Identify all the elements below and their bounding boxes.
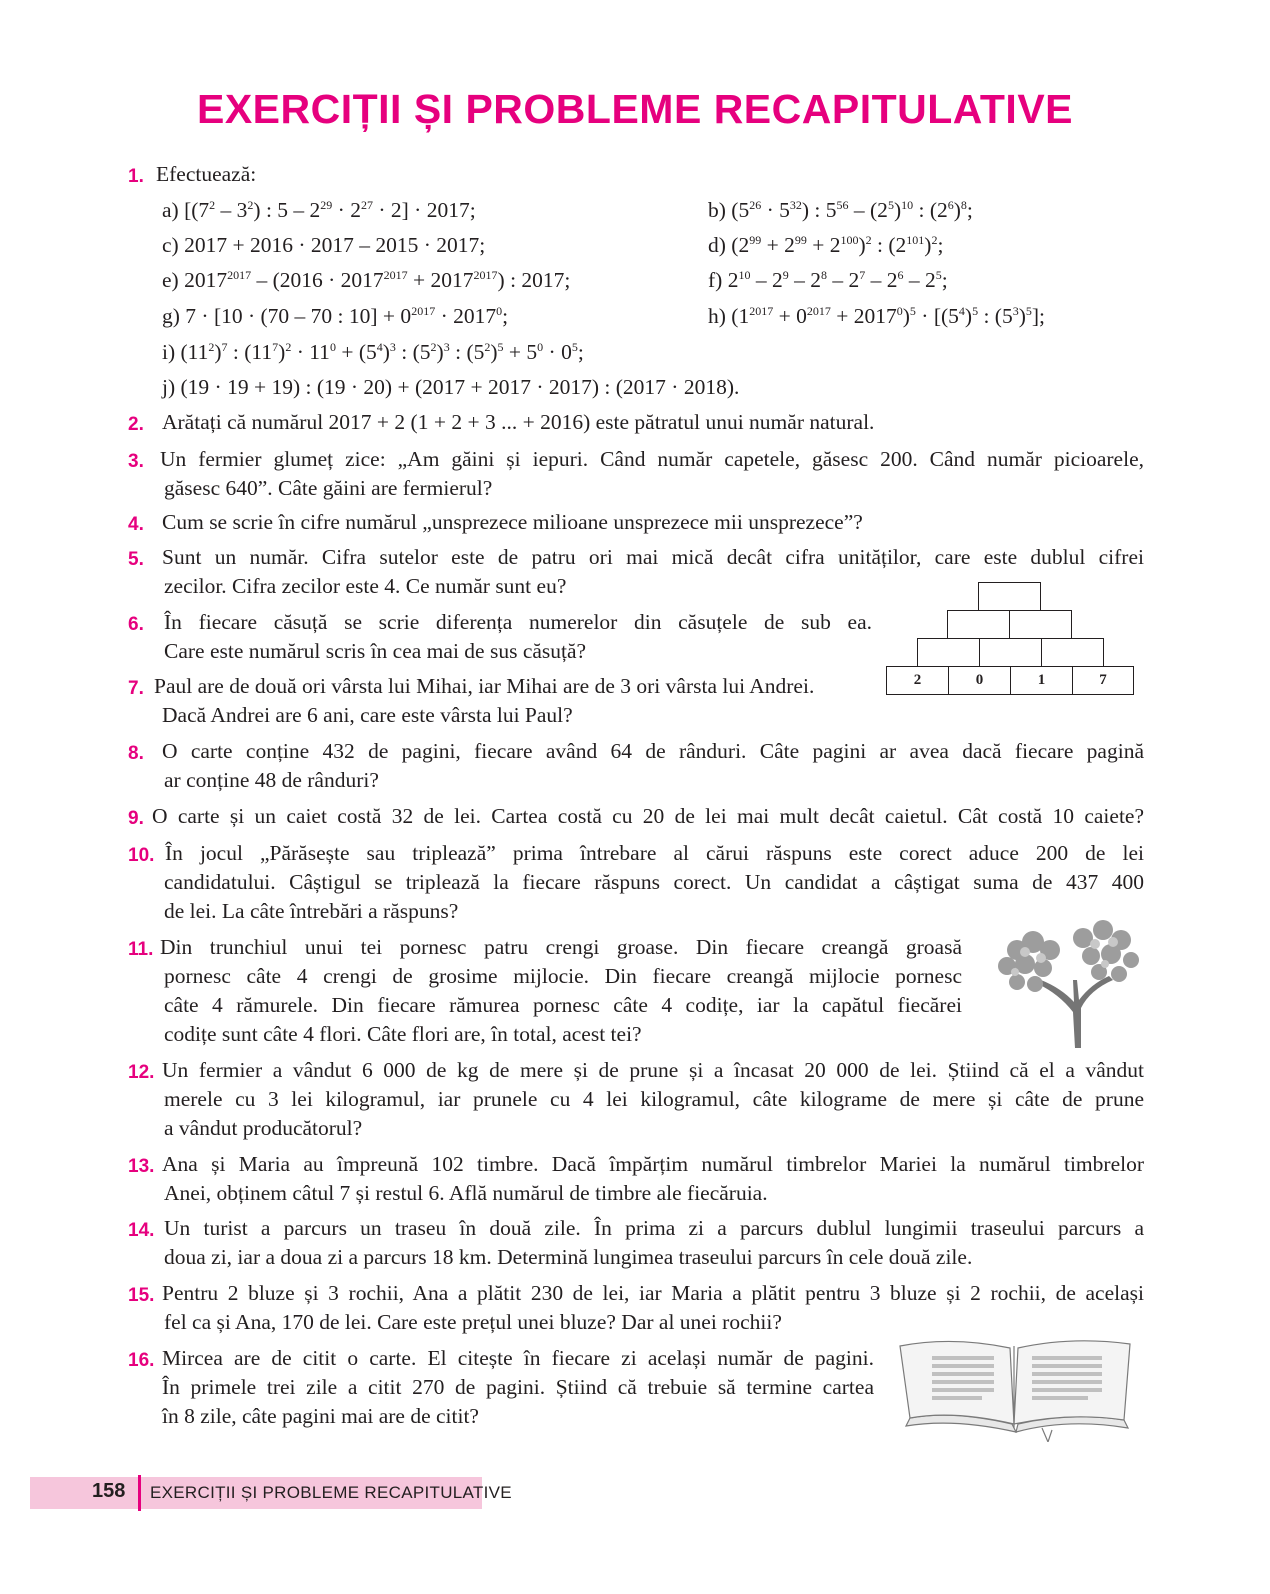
exercise-number: 2. [128,414,144,435]
exercise-11-line-1: Din trunchiul unui tei pornesc patru crengi groase. Din fiecare creangă groasă [160,935,962,959]
exercise-11-line-2: pornesc câte 4 crengi de grosime mijlocie. Din fiecare creangă mijlocie pornesc [164,964,962,988]
open-book-illustration [892,1332,1142,1442]
exercise-7-line-1: Paul are de două ori vârsta lui Mihai, iar Mihai are de 3 ori vârsta lui Andrei. [154,674,815,698]
exercise-9-text: O carte și un caiet costă 32 de lei. Cartea costă cu 20 de lei mai mult decât caietul. Cât costă 10 caiete? [152,804,1144,828]
exercise-16-line-1: Mircea are de citit o carte. El citește în fiecare zi același număr de pagini. [162,1346,874,1370]
exercise-number: 13. [128,1156,155,1177]
exercise-10-line-3: de lei. La câte întrebări a răspuns? [164,899,459,923]
pyramid-cell-top [978,582,1041,611]
expr-d: d) $(2^{99} + 2^{99} + 2^{100})^2$ : $(2^{101})^2$; [708,232,944,257]
exercise-5-line-2: zecilor. Cifra zecilor este 4. Ce număr sunt eu? [164,574,567,598]
expr-f: f) $2^{10} - 2^9 - 2^8 - 2^7 - 2^6 - 2^5$; [708,267,948,292]
expr-c: c) 2017 + 2016 · 2017 – 2015 · 2017; [162,233,486,257]
exercise-number: 10. [128,845,155,866]
exercise-8-line-1: O carte conține 432 de pagini, fiecare având 64 de rânduri. Câte pagini ar avea dacă fiecare pagină [162,739,1144,763]
exercise-14-line-1: Un turist a parcurs un traseu în două zile. În prima zi a parcurs dublul lungimii traseului parcurs a [164,1216,1144,1240]
exercise-10-line-2: candidatului. Câștigul se triplează la fiecare răspuns corect. Un candidat a câștigat suma de 437 400 [164,870,1144,894]
footer-divider [138,1475,141,1511]
pyramid-cell [1009,610,1072,639]
exercise-12-line-3: a vândut producătorul? [164,1116,363,1140]
exercise-4-text: Cum se scrie în cifre numărul „unsprezece milioane unsprezece mii unsprezece”? [162,510,863,534]
exercise-number: 9. [128,808,144,829]
pyramid-base-cell: 7 [1072,666,1134,695]
exercise-16-line-3: în 8 zile, câte pagini mai are de citit? [162,1404,479,1428]
exercise-6-line-2: Care este numărul scris în cea mai de sus căsuță? [164,639,587,663]
exercise-number: 11. [128,939,154,960]
pyramid-cell [947,610,1010,639]
expr-g: g) 7 · [10 · (70 – 70 : $10] + 0^{2017} \cdot 2017^0$; [162,303,509,328]
footer-title: EXERCIȚII ȘI PROBLEME RECAPITULATIVE [150,1483,512,1502]
exercise-11-line-4: codițe sunt câte 4 flori. Câte flori are, în total, acest tei? [164,1022,642,1046]
exercise-15-line-1: Pentru 2 bluze și 3 rochii, Ana a plătit 230 de lei, iar Maria a plătit pentru 3 bluze și 2 rochii, de același [162,1281,1144,1305]
exercise-number: 1. [128,166,144,187]
exercise-number: 16. [128,1350,155,1371]
exercise-number: 3. [128,451,144,472]
expr-b: b) $(5^{26} \cdot 5^{32})$ : $5^{56} - (2^5)^{10}$ : $(2^6)^8$; [708,197,973,222]
exercise-number: 12. [128,1062,155,1083]
exercise-13-line-1: Ana și Maria au împreună 102 timbre. Dacă împărțim numărul timbrelor Mariei la numărul timbrelor [162,1152,1144,1176]
exercise-12-line-1: Un fermier a vândut 6 000 de kg de mere și de prune și a încasat 20 000 de lei. Știind că el a vândut [162,1058,1144,1082]
exercise-number: 8. [128,743,144,764]
page-title: EXERCIȚII ȘI PROBLEME RECAPITULATIVE [196,86,1074,132]
pyramid-base-cell: 0 [948,666,1011,695]
expr-i: i) $(11^2)^7$ : $(11^7)^2 \cdot 11^0 + (5^4)^3$ : $(5^2)^3$ : $(5^2)^5 + 5^0 \cdot 0^5$; [162,339,584,364]
tree-illustration [995,920,1145,1050]
exercise-15-line-2: fel ca și Ana, 170 de lei. Care este prețul unei bluze? Dar al unei rochii? [164,1310,782,1334]
exercise-7-line-2: Dacă Andrei are 6 ani, care este vârsta lui Paul? [162,703,573,727]
pyramid-base-cell: 1 [1010,666,1073,695]
exercise-1-intro: Efectuează: [156,162,257,186]
exercise-13-line-2: Anei, obținem câtul 7 și restul 6. Află numărul de timbre ale fiecăruia. [164,1181,768,1205]
exercise-number: 5. [128,549,144,570]
exercise-number: 4. [128,514,144,535]
exercise-12-line-2: merele cu 3 lei kilogramul, iar prunele cu 4 lei kilogramul, câte kilograme de mere și câte de prune [164,1087,1144,1111]
expr-h: h) $(1^{2017} + 0^{2017} + 2017^0)^5 \cdot [(5^4)^5$ : $(5^3)^5$]; [708,303,1046,328]
expr-a: a) [$(7^2 - 3^2)$ : $5 - 2^{29} \cdot 2^{27} \cdot 2] \cdot 2017$; [162,197,476,222]
exercise-16-line-2: În primele trei zile a citit 270 de pagini. Știind că trebuie să termine cartea [162,1375,874,1399]
exercise-number: 7. [128,678,144,699]
expr-e: e) $2017^{2017} - (2016 \cdot 2017^{2017} + 2017^{2017})$ : 2017; [162,267,571,292]
page-number: 158 [92,1480,126,1502]
expr-j: j) (19 · 19 + 19) : (19 · 20) + (2017 + 2017 · 2017) : (2017 · 2018). [162,375,740,399]
pyramid-cell [979,638,1042,667]
exercise-number: 14. [128,1220,155,1241]
exercise-10-line-1: În jocul „Părăsește sau triplează” prima întrebare al cărui răspuns este corect aduce 200 de lei [165,841,1144,865]
exercise-number: 15. [128,1285,155,1306]
exercise-14-line-2: doua zi, iar a doua zi a parcurs 18 km. Determină lungimea traseului parcurs în cele două zile. [164,1245,973,1269]
exercise-6-line-1: În fiecare căsuță se scrie diferența numerelor din căsuțele de sub ea. [164,610,872,634]
pyramid-cell [917,638,980,667]
exercise-number: 6. [128,614,144,635]
exercise-5-line-1: Sunt un număr. Cifra sutelor este de patru ori mai mică decât cifra unităților, care este dublul cifrei [162,545,1144,569]
pyramid-base-cell: 2 [886,666,949,695]
exercise-8-line-2: ar conține 48 de rânduri? [164,768,379,792]
exercise-11-line-3: câte 4 rămurele. Din fiecare rămurea pornesc câte 4 codițe, iar la capătul fiecărei [164,993,962,1017]
exercise-2-text: Arătați că numărul 2017 + 2 (1 + 2 + 3 ... + 2016) este pătratul unui număr natural. [162,410,875,434]
exercise-3-line-2: găsesc 640”. Câte găini are fermierul? [164,476,493,500]
exercise-3-line-1: Un fermier glumeț zice: „Am găini și iepuri. Când număr capetele, găsesc 200. Când număr picioarele, [160,447,1144,471]
pyramid-cell [1041,638,1104,667]
